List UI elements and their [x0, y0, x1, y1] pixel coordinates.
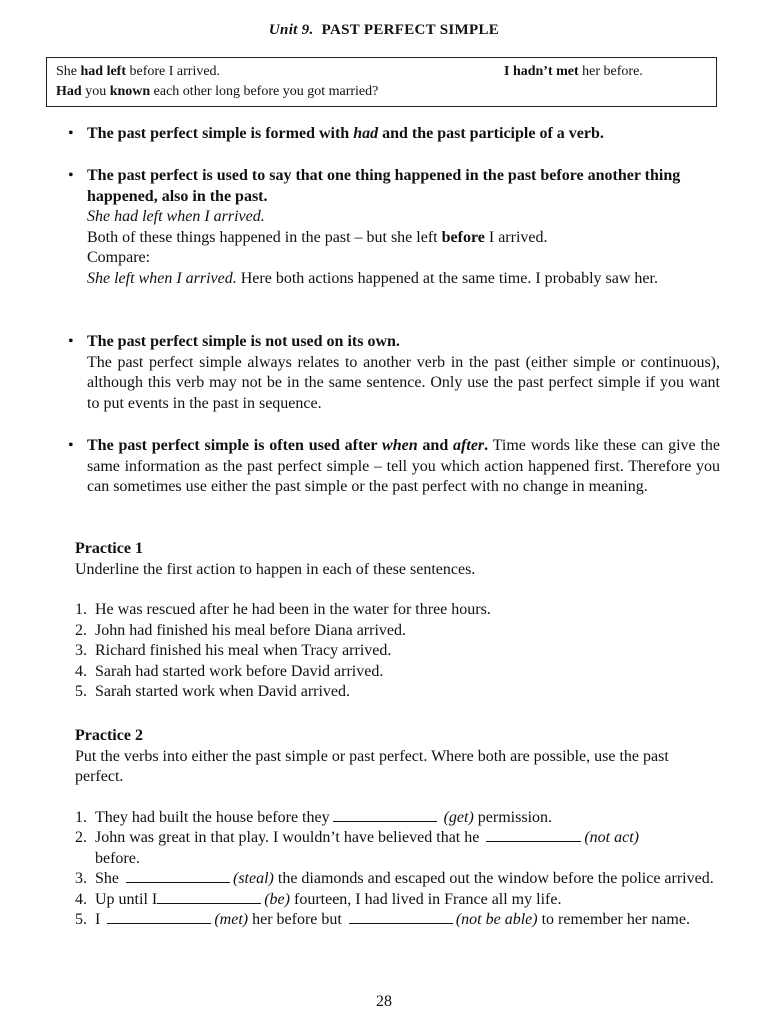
answer-blank[interactable]	[107, 910, 211, 924]
practice-2-list	[75, 808, 721, 931]
example-row-1	[56, 62, 707, 82]
rule-formation	[70, 124, 720, 145]
answer-blank[interactable]	[157, 890, 261, 904]
bullet-icon: •	[68, 167, 74, 184]
answer-blank[interactable]	[486, 828, 581, 842]
rule-when-after	[70, 436, 720, 498]
list-item: 3. Richard finished his meal when Tracy arrived.	[75, 642, 392, 659]
page-number: 28	[376, 993, 392, 1010]
rule-not-alone	[70, 332, 720, 414]
example-2: I hadn’t met her before.	[504, 64, 643, 79]
unit-number: Unit 9.	[268, 22, 314, 38]
practice-2	[75, 726, 721, 931]
answer-blank[interactable]	[126, 869, 230, 883]
bullet-icon: •	[68, 437, 74, 454]
rule-usage-example: She had left when I arrived.	[87, 208, 265, 225]
unit-title-text: PAST PERFECT SIMPLE	[321, 22, 500, 38]
rule-usage-heading: The past perfect is used to say that one thing happened in the past before another thing happened, also in the past.	[87, 167, 681, 205]
list-item: 2. John was great in that play. I wouldn’t have believed that he (not act) before.	[75, 829, 639, 867]
rule-usage-explanation: Both of these things happened in the past – but she left before I arrived.	[87, 228, 548, 246]
list-item: 2. John had finished his meal before Diana arrived.	[75, 621, 407, 639]
list-item: 4. Up until I (be) fourteen, I had lived in France all my life.	[75, 890, 562, 908]
page-title	[0, 22, 768, 39]
compare-example: She left when I arrived. Here both actions happened at the same time. I probably saw her.	[87, 269, 658, 287]
rule-usage	[70, 166, 720, 289]
example-row-2: Had you known each other long before you got married?	[56, 84, 379, 99]
list-item: 3. She (steal) the diamonds and escaped out the window before the police arrived.	[75, 870, 714, 887]
list-item: 5. I (met) her before but (not be able) to remember her name.	[75, 911, 690, 928]
list-item: 1. He was rescued after he had been in the water for three hours.	[75, 601, 491, 618]
list-item: 1. They had built the house before they (get) permission.	[75, 808, 553, 826]
bullet-icon: •	[68, 333, 74, 350]
answer-blank[interactable]	[349, 910, 453, 924]
rule-not-alone-body: The past perfect simple always relates to another verb in the past (either simple or continuous), although this verb may not be in the same sentence. Only use the past perfect simple if you want to put events in the past in sequence.	[87, 353, 720, 412]
practice-1-heading: Practice 1	[75, 540, 143, 557]
rule-when-after-text: The past perfect simple is often used after when and after. Time words like these can give the same information as the past perfect simple – tell you which action happened first. Therefore you can sometimes use either the past simple or the past perfect with no change in meaning.	[87, 437, 721, 495]
practice-1-list	[75, 600, 725, 703]
list-item: 4. Sarah had started work before David arrived.	[75, 662, 384, 680]
practice-2-heading: Practice 2	[75, 727, 143, 744]
compare-label: Compare:	[87, 249, 151, 266]
practice-1	[75, 539, 725, 703]
examples-box	[46, 57, 717, 107]
list-item: 5. Sarah started work when David arrived.	[75, 683, 351, 700]
rule-not-alone-heading: The past perfect simple is not used on its own.	[87, 333, 400, 350]
practice-1-instruction: Underline the first action to happen in each of these sentences.	[75, 560, 476, 578]
example-1: She had left before I arrived.	[56, 64, 221, 79]
bullet-icon: •	[68, 125, 74, 142]
practice-2-instruction: Put the verbs into either the past simple or past perfect. Where both are possible, use the past perfect.	[75, 747, 669, 785]
answer-blank[interactable]	[333, 808, 437, 822]
rule-formation-text: The past perfect simple is formed with had and the past participle of a verb.	[87, 125, 604, 142]
